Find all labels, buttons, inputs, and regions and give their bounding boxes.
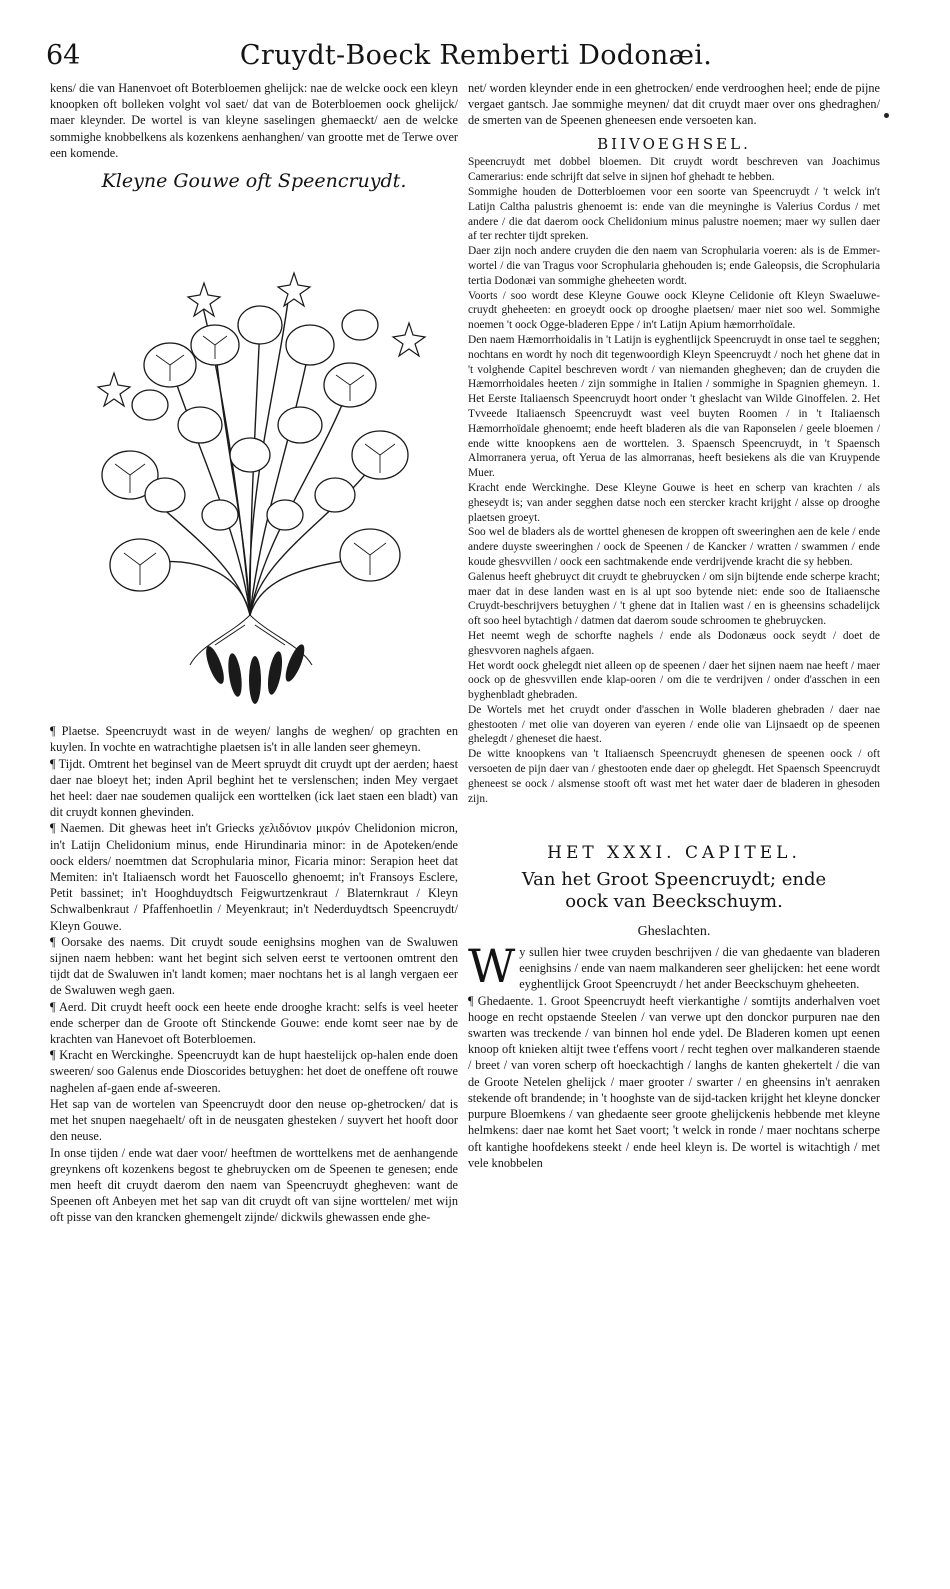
- paragraph-label: ¶ Kracht en Werckinghe.: [50, 1048, 174, 1063]
- page-header: [46, 36, 906, 78]
- lesser-celandine-drawing: [50, 195, 458, 715]
- bijvoeghsel-paragraph: Kracht ende Werckinghe. Dese Kleyne Gouwe is heet en scherp van krachten / als gheseydt is; van ander segghen datse noch een stercker kracht krijght / alsse op drooghe plaetsen groeyt.: [468, 481, 880, 524]
- paragraph-label: ¶ Aerd.: [50, 999, 87, 1014]
- page-number: 64: [46, 40, 81, 71]
- intro-paragraph: kens/ die van Hanenvoet oft Boterbloemen ghelijck: nae de welcke oock een kleyn knoopken oft bolleken volght vol saet/ dat van de Boterbloemen oock ghelijck/ maer kleynder. De wortel is van kleyne saselingen ghemaeckt/ aen de welcke sommighe knobbelkens als kozenkens aenhanghen/ van grootte met de Terwe over een komende.: [50, 81, 458, 160]
- paragraph-tijdt: ¶ Tijdt. Omtrent het beginsel van de Meert spruydt dit cruydt upt der aerden; haest daer nae bloeyt het; inden April beghint het te verslenschen; inden Mey vergaet het heel: daer nae soudemen qualijck een worttelken (ick laet staen een bladt) van dit cruydt konnen ghevinden.: [50, 756, 458, 820]
- chapter-paragraph: ¶ Ghedaente. 1. Groot Speencruydt heeft vierkantighe / somtijts anderhalven voet hooge en recht opstaende Steelen / van verwe upt den donckor purpuren nae den swarten was treckende / van binnen hol ende ydel. De Bladeren komen upt eenen knoop oft knieken altijt twee t'effens voort / recht teghen over malkanderen staende / breet / van voren scherp oft hoeckachtigh / langhs de kanten ghekertelt / die van de Groote Netelen ghelijck / maer grooter / swarter / en gheensins in't aenraken stekende oft brandende; in 't hooghste van de sijd-tacken krijght het kleyne doncker purpure Bloemkens / van ghedaente seer groote ghelijckenis hebbende met kleyne helmkens: daer nae komt het Saet voort; 't welck in ronde / maer nochtans scherpe oft kantighe hoofdekens steekt / ende heel kleyn is. De wortel is witachtigh / met vele knobbelen: [468, 993, 880, 1170]
- margin-dot: [884, 113, 889, 118]
- bijvoeghsel-paragraph: Den naem Hæmorrhoidalis in 't Latijn is eyghentlijck Speencruydt in onse tael te segghen; nochtans en wordt hy noch dit tegenwoordigh Kleyn Speencruydt / noch het ghene dat in 't volghende Capitel beschreven wordt / van niemanden ghegheven; dan de cruyden die Hæmorrhoidales heeten / zijn sommighe in Italien / sommighe in Spagnien ghemeyn. 1. Het Eerste Italiaensch Speencruydt hoort onder 't gheslacht van Wilde Ginoffelen. 2. Het Tvveede Italiaensch Speencruydt wast veel buyten Roomen / in 't Italiaensch Hæmorrhoïdale ghenoemt; ende heeft bladeren als die van Raponselen / geele bloemen / ende witte knoopkens aen de worttelen. 3. Spaensch Speencruydt, in 't Spaensch Almorranera yerua, oft Yerua de las almorranas, heeft besiekens als die van Kruypende Muer.: [468, 333, 880, 480]
- bijvoeghsel-paragraph: Het wordt oock ghelegdt niet alleen op de speenen / daer het sijnen naem nae heeft / maer oock op de ghesvvillen ende klap-ooren / om die te verdrijven / onder d'asschen in een byghenbladt ghebraden.: [468, 659, 880, 702]
- intro-paragraph: net/ worden kleynder ende in een ghetrocken/ ende verdrooghen heel; ende de pijne vergaet gantsch. Jae sommighe meynen/ dat dit cruydt maer over ons ghedraghen/ de smerten van de Speenen gheneesen ende versoeten kan.: [468, 81, 880, 128]
- paragraph-plaetse: ¶ Plaetse. Speencruydt wast in de weyen/ langhs de weghen/ op grachten en kuylen. In vochte en watrachtighe plaetsen is't in alle landen seer ghemeyn.: [50, 724, 458, 755]
- bijvoeghsel-paragraph: Soo wel de bladers als de worttel ghenesen de kroppen oft sweeringhen aen de kele / ende andere duyste sweeringhen / oock de Speenen / de Kancker / wratten / swammen / ende koude ghesvvillen / oock een sachtmakende ende verdrijvende kracht die sy hebben.: [468, 526, 880, 568]
- bijvoeghsel-paragraph: Speencruydt met dobbel bloemen. Dit cruydt wordt beschreven van Joachimus Camerarius: ende schrijft dat selve in sijnen hof ghehadt te hebben.: [468, 156, 880, 184]
- bijvoeghsel-paragraph: Galenus heeft ghebruyct dit cruydt te ghebruycken / om sijn bijtende ende scherpe kracht; maer dat in dese landen wast en is al upt soo bytende niet: ende soo de Italiaensche Cruydt-beschrijvers betuyghen / 't ghene dat in Italien wast / en is gheensins schadelijck oft soo heel bytachtigh / datmen dat daerom soude schroomen te ghebruycken.: [468, 570, 880, 628]
- paragraph-oorsake: ¶ Oorsake des naems. Dit cruydt soude eenighsins moghen van de Swaluwen sijnen naem hebben: want het begint sich selven eerst te vertoonen omtrent den tijdt dat de Swaluwen in't landt komen; maer nochtans het is al langh vergaen eer de Swaluwen wegh gaen.: [50, 934, 459, 998]
- paragraph-label: ¶ Ghedaente.: [468, 993, 534, 1008]
- drop-capital: W: [468, 939, 516, 994]
- figure-title: Kleyne Gouwe oft Speencruydt.: [101, 170, 407, 193]
- running-title: Cruydt-Boeck Remberti Dodonæi.: [239, 40, 713, 71]
- bijvoeghsel-paragraph: Voorts / soo wordt dese Kleyne Gouwe oock Kleyne Celidonie oft Kleyn Swaeluwe-cruydt gheheeten: en groeydt oock op drooghe plaetsen/ maer niet soo wel. Sommighe noemen 't oock Ogge-bladeren Eppe / in't Latijn Apium hæmorrhoïdale.: [468, 289, 880, 332]
- paragraph-aerd: ¶ Aerd. Dit cruydt heeft oock een heete ende drooghe kracht: selfs is veel heeter ende scherper dan de Groote oft Stinckende Gouwe: ende komt seer nae by de krachten van Hanevoet oft Boterbloemen.: [50, 999, 458, 1047]
- paragraph-kracht: ¶ Kracht en Werckinghe. Speencruydt kan de hupt haestelijck op-halen ende doen sweeren/ soo Galenus ende Dioscorides betuyghen: het doet de oneffene oft rouwe naghelen af-gaen ende af-sweeren.: [50, 1048, 458, 1095]
- paragraph-sap: Het sap van de wortelen van Speencruydt door den neuse op-ghetrocken/ dat is met het snupen naegehaelt/ oft in de neusgaten ghesteken / suyvert het hooft door den neuse.: [50, 1096, 458, 1144]
- sub-heading: Gheslachten.: [637, 924, 711, 940]
- bijvoeghsel-paragraph: De witte knoopkens van 't Italiaensch Speencruydt ghenesen de speenen oock / oft versoeten de pijn daer van / ghestooten ende daer op ghelegdt. Het Spaensch Speencruydt gheneest se oock / alsmense stooft oft wast met het water daer de bladeren in ghesoden zijn.: [468, 748, 880, 805]
- plant-woodcut-illustration: [50, 195, 458, 715]
- bijvoeghsel-paragraph: De Wortels met het cruydt onder d'asschen in Wolle bladeren ghebraden / daer nae ghestooten / met olie van doyeren van eyeren / ende olie van Lijnsaedt op de speenen ghelegdt / gheneset die haest.: [468, 703, 880, 746]
- section-title: BIIVOEGHSEL.: [597, 134, 751, 153]
- paragraph-label: ¶ Oorsake des naems.: [50, 934, 165, 949]
- bijvoeghsel-paragraph: Sommighe houden de Dotterbloemen voor een soorte van Speencruydt / 't welck in't Latijn Caltha palustris ghenoemt is: ende van die meyninghe is Valerius Cordus / met andere / die dat daerom oock Chelidonium minus palustre noemen; maer wy sullen daer af ter rechter tijdt spreken.: [468, 186, 880, 243]
- paragraph-label: ¶ Plaetse.: [50, 724, 100, 739]
- right-column: [468, 80, 880, 1171]
- bijvoeghsel-paragraph: Daer zijn noch andere cruyden die den naem van Scrophularia voeren: als is de Emmer-wortel / die van Tragus voor Scrophularia ghehouden is; ende Galeopsis, die Scrophularia tertia Dodonæi van sommighe gheheeten wordt.: [468, 245, 880, 287]
- left-column: [50, 80, 458, 1226]
- chapter-subtitle: Van het Groot Speencruydt; ende oock van Beeckschuym.: [521, 869, 827, 913]
- bijvoeghsel-paragraph: Het neemt wegh de schorfte naghels / ende als Dodonæus oock seydt / doet de ghesvvoren naghels afgaen.: [468, 629, 880, 657]
- paragraph-label: ¶ Tijdt.: [50, 756, 86, 771]
- paragraph-label: Kracht ende Werckinghe.: [468, 481, 590, 494]
- chapter-paragraph: Wy sullen hier twee cruyden beschrijven / die van ghedaente van bladeren eenighsins / ende van naem malkanderen seer ghelijcken: het eene wordt eyghentlijck Groot Speencruydt / het ander Beeckschuym gheheeten.: [468, 939, 880, 994]
- paragraph-naemen: ¶ Naemen. Dit ghewas heet in't Griecks χελιδόνιον μικρόν Chelidonion micron, in't Latijn Chelidonium minus, ende Hirundinaria minor: in de Apoteken/ende oock elders/ noemtmen dat Scrophularia minor, Ficaria minor: Serapion heet dat Memiten: in't Italiaensch wordt het Fauoscello ghenoemt; in't Fransoys Esclere, Petit bassinet; in't Hooghduydtsch Feigwurtzenkraut / Blaternkraut / Kleyn Schwalbenkraut / Pfaffenhoetlin / Meyenkraut; in't Nederduydtsch Speencruydt/ Kleyn Gouwe.: [50, 821, 458, 933]
- paragraph-onse-tijden: In onse tijden / ende wat daer voor/ heeftmen de worttelkens met de aenhangende greynkens oft kozenkens begost te ghebruycken om de Speenen te genesen; ende men heeft dit cruydt daerom den naem van Speencruydt ghegheven: want de Speenen oft Anbeyen met het sap van dit cruydt oft van sijne worttelen/ met wijn oft pisse van den krancken ghemengelt zijnde/ dickwils ghewassen ende ghe-: [50, 1145, 458, 1225]
- paragraph-label: ¶ Naemen.: [50, 821, 105, 836]
- chapter-title: HET XXXI. CAPITEL.: [547, 843, 801, 864]
